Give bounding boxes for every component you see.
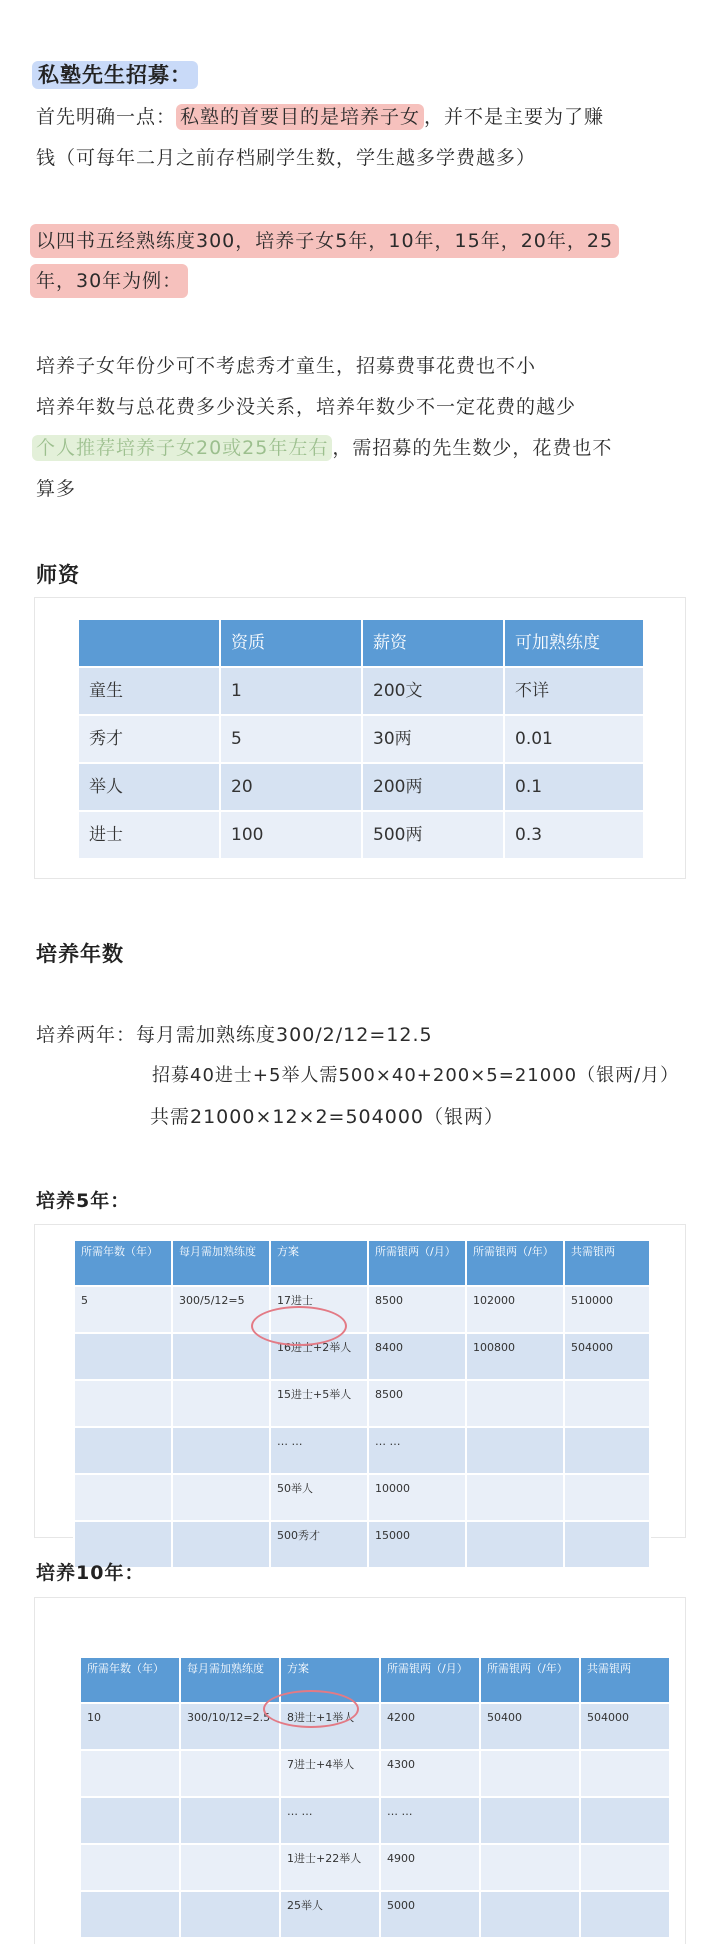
example-line-1: 以四书五经熟练度300，培养子女5年，10年，15年，20年，25	[30, 226, 619, 256]
two-year-line-1: 培养两年：每月需加熟练度300/2/12=12.5	[36, 1024, 433, 1046]
table-row: 500秀才 15000	[74, 1521, 650, 1568]
table-row: 举人 20 200两 0.1	[78, 763, 644, 811]
five-year-table	[73, 1239, 651, 1569]
handdrawn-circle-annotation	[263, 1690, 359, 1728]
section-title-years: 培养年数	[36, 942, 124, 966]
section-title-teachers: 师资	[36, 563, 80, 587]
section-title-ten-years: 培养10年：	[36, 1562, 145, 1584]
table-row: 进士 100 500两 0.3	[78, 811, 644, 859]
header-cell: 可加熟练度	[504, 619, 644, 667]
table-row: 10 300/10/12=2.5 8进士+1举人 4200 50400 504000	[80, 1703, 670, 1750]
note-line-3: 个人推荐培养子女20或25年左右 ，需招募的先生数少，花费也不	[32, 433, 612, 463]
intro-line-1: 首先明确一点： 私塾的首要目的是培养子女 ，并不是主要为了赚	[36, 106, 605, 128]
table-row: 5 300/5/12=5 17进士 8500 102000 510000	[74, 1286, 650, 1333]
section-title-recruit: 私塾先生招募：	[32, 59, 198, 89]
teachers-header-row	[78, 619, 644, 667]
table-row: 16进士+2举人 8400 100800 504000	[74, 1333, 650, 1380]
table-row: 1进士+22举人 4900	[80, 1844, 670, 1891]
header-cell: 资质	[220, 619, 362, 667]
intro-line-2: 钱（可每年二月之前存档刷学生数，学生越多学费越多）	[36, 147, 537, 169]
table-row: 15进士+5举人 8500	[74, 1380, 650, 1427]
recommend-highlight: 个人推荐培养子女20或25年左右	[32, 435, 332, 461]
note-line-4: 算多	[36, 478, 77, 500]
ten-year-card	[34, 1597, 686, 1944]
two-year-line-2: 招募40进士+5举人需500×40+200×5=21000（银两/月）	[152, 1065, 680, 1086]
table-row: 50举人 10000	[74, 1474, 650, 1521]
table-row: 童生 1 200文 不详	[78, 667, 644, 715]
note-line-2: 培养年数与总花费多少没关系，培养年数少不一定花费的越少	[36, 396, 577, 418]
handdrawn-circle-annotation	[251, 1306, 347, 1346]
example-line-2: 年，30年为例：	[30, 266, 188, 296]
teachers-card	[34, 597, 686, 879]
section-title-five-years: 培养5年：	[36, 1190, 131, 1212]
table-row: … … … …	[80, 1797, 670, 1844]
table-row: 7进士+4举人 4300	[80, 1750, 670, 1797]
table-row: 25举人 5000	[80, 1891, 670, 1938]
key-point-highlight: 私塾的首要目的是培养子女	[176, 104, 424, 130]
note-line-1: 培养子女年份少可不考虑秀才童生，招募费事花费也不小	[36, 355, 537, 377]
five-year-card	[34, 1224, 686, 1542]
two-year-line-3: 共需21000×12×2=504000（银两）	[150, 1106, 504, 1128]
table-row: … … … …	[74, 1427, 650, 1474]
ten-header-row: 所需年数（年） 每月需加熟练度 方案 所需银两（/月） 所需银两（/年） 共需银两	[80, 1657, 670, 1703]
ten-year-table	[79, 1656, 671, 1939]
teachers-table	[77, 618, 645, 860]
five-header-row: 所需年数（年） 每月需加熟练度 方案 所需银两（/月） 所需银两（/年） 共需银两	[74, 1240, 650, 1286]
table-row: 秀才 5 30两 0.01	[78, 715, 644, 763]
header-cell	[78, 619, 220, 667]
header-cell: 薪资	[362, 619, 504, 667]
